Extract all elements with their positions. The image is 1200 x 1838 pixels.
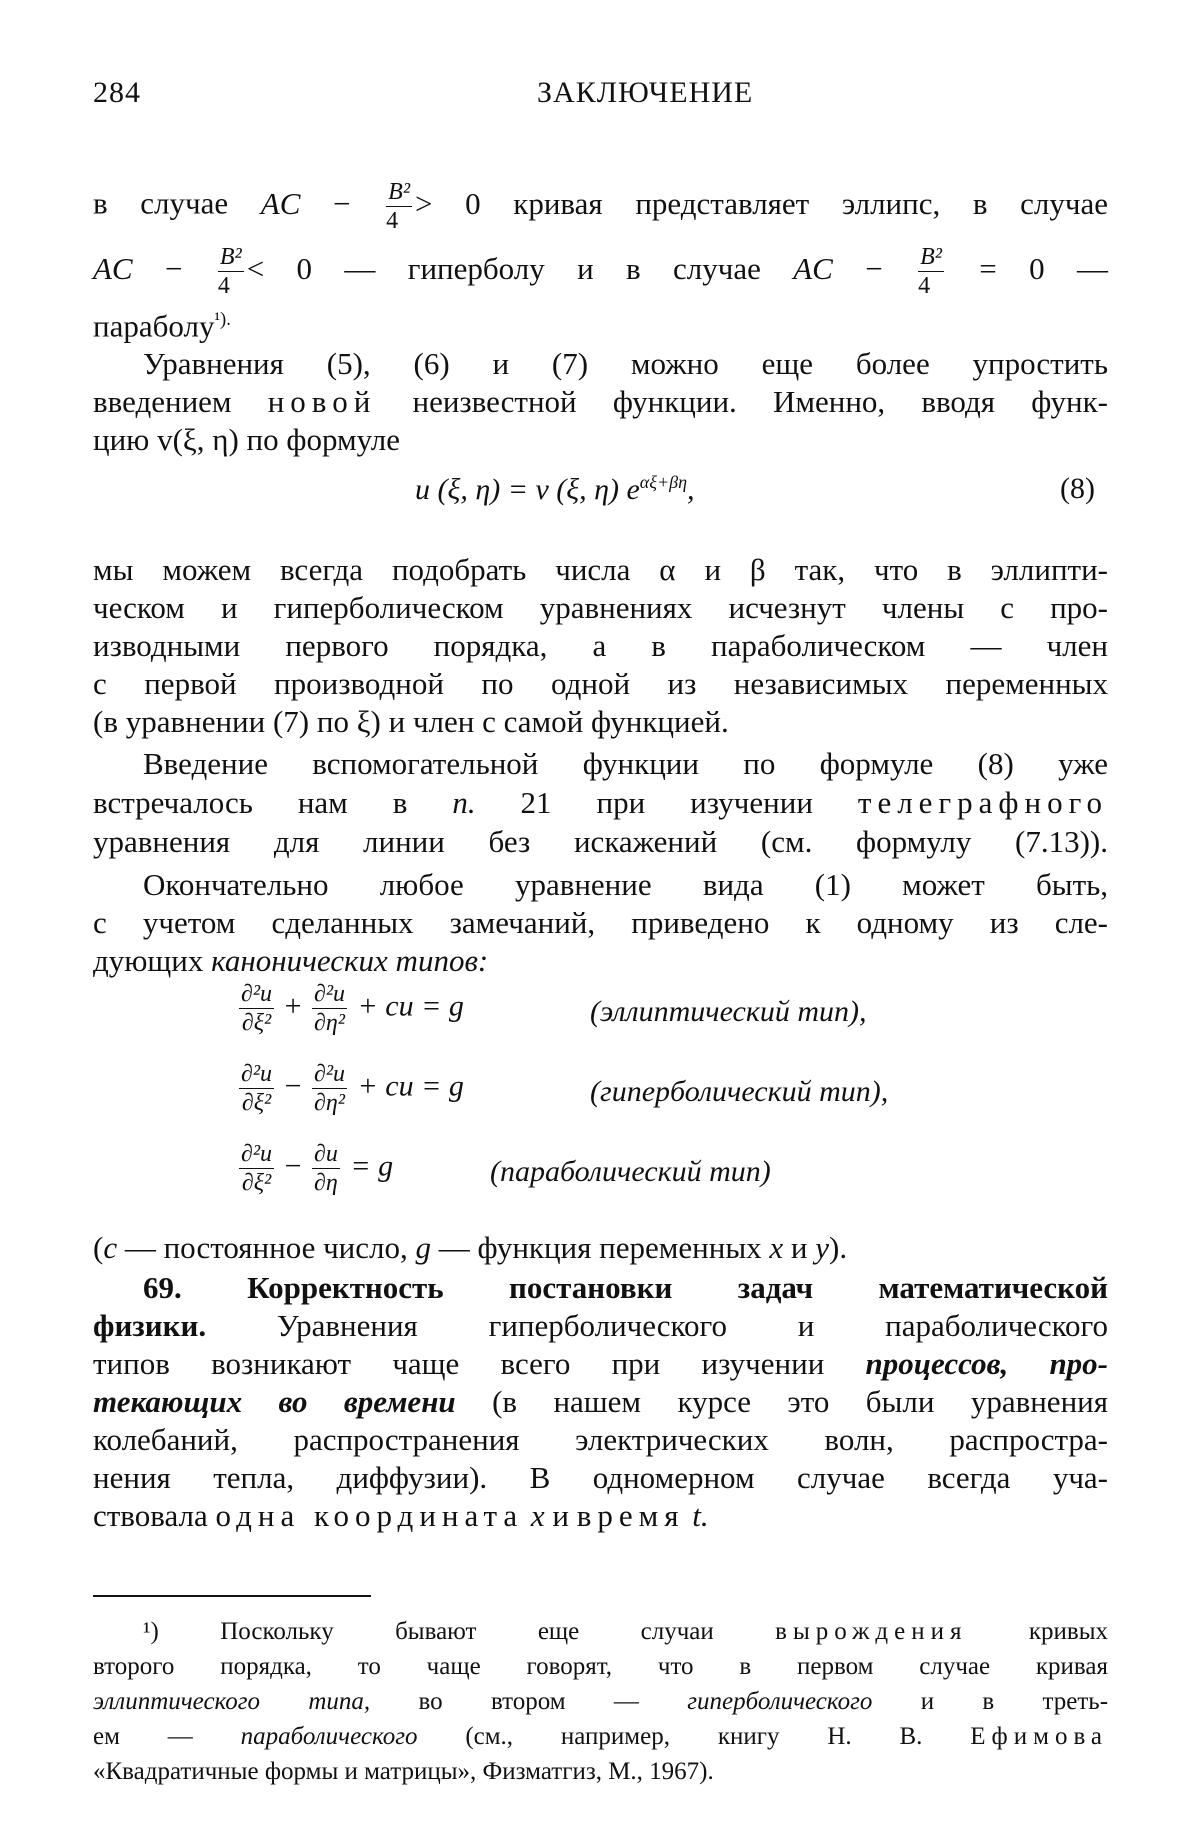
para6-line1: (c — постоянное число, g — функция переменных x и y). [93, 1230, 848, 1265]
para5-line3: дующих канонических типов: [93, 943, 489, 978]
fraction-b2-over-4: $\frac{\text{B²}}{4}$ [386, 179, 411, 234]
para4-line3: уравнения для линии без искажений (см. формулу (7.13)). [93, 824, 1108, 859]
sec69-line4: текающих во времени (в нашем курсе это были уравнения [93, 1384, 1109, 1419]
para5-line2: с учетом сделанных замечаний, приведено к одному из сле- [93, 905, 1108, 940]
footnote-line4: ем — параболического (см., например, книгу Н. В. Ефимова [93, 1723, 1109, 1750]
para4-line1: Введение вспомогательной функции по формуле (8) уже [143, 746, 1108, 781]
equation-number-8: (8) [1060, 472, 1095, 505]
para3-line2: ческом и гиперболическом уравнениях исчезнут члены с про- [93, 590, 1108, 625]
equation-8: u (ξ, η) = v (ξ, η) $e^{\alpha\xi+\beta\eta}$, [415, 472, 695, 506]
para2-line1: Уравнения (5), (6) и (7) можно еще более упростить [143, 346, 1108, 381]
canonical-eq-hyperbolic: $\frac{\text{∂²u}}{\text{∂ξ²}}$ − $\frac{\text{∂²u}}{\text{∂η²}}$ + cu = g [241, 1061, 464, 1116]
sec69-line2: физики. Уравнения гиперболического и параболического [93, 1308, 1109, 1343]
math-ac: AC [260, 185, 301, 221]
sec69-line7: ствовала одна координата x и время t. [93, 1498, 709, 1533]
sec69-line6: нения тепла, диффузии). В одномерном случае всегда уча- [93, 1460, 1108, 1495]
label-hyperbolic: (гиперболический тип), [590, 1075, 889, 1108]
text: > 0 кривая представляет эллипс, в случае [415, 185, 1109, 221]
para5-line1: Окончательно любое уравнение вида (1) может быть, [143, 867, 1108, 902]
para1-line1: в случае AC − $\frac{\text{B²}}{4}$ > 0 кривая представляет эллипс, в случае [93, 179, 1109, 234]
text: = 0 — [979, 250, 1108, 286]
canonical-eq-parabolic: $\frac{\text{∂²u}}{\text{∂ξ²}}$ − $\frac{\partial u}{\partial\eta}$ = g [241, 1141, 394, 1196]
para2-line3: цию v(ξ, η) по формуле [93, 422, 400, 457]
footnote-line3: эллиптического типа, во втором — гиперболического и в треть- [93, 1688, 1109, 1715]
text: в случае [93, 185, 229, 221]
para1-line2: AC − $\frac{\text{B²}}{4}$ < 0 — гиперболу и в случае AC − $\frac{\text{B²}}{4}$ = 0 — [93, 244, 1108, 299]
para4-line2: встречалось нам в п. 21 при изучении телеграфного [93, 785, 1109, 820]
sec69-line5: колебаний, распространения электрических волн, распростра- [93, 1422, 1108, 1457]
para1-line3: параболу$^{^1).}$ [93, 308, 231, 344]
emphasis-spaced: новой [267, 384, 377, 419]
emphasis-spaced: телеграфного [857, 785, 1109, 820]
para3-line1: мы можем всегда подобрать числа α и β так, что в эллипти- [93, 552, 1108, 587]
sec69-line3: типов возникают чаще всего при изучении процессов, про- [93, 1346, 1109, 1381]
footnote-line5: «Квадратичные формы и матрицы», Физматгиз, М., 1967). [93, 1758, 714, 1785]
para3-line4: с первой производной по одной из независимых переменных [93, 666, 1108, 701]
para2-line2: введением новой неизвестной функции. Именно, вводя функ- [93, 384, 1108, 419]
footnote-separator [93, 1595, 371, 1597]
label-elliptic: (эллиптический тип), [590, 995, 867, 1028]
footnote-line2: второго порядка, то чаще говорят, что в первом случае кривая [93, 1653, 1108, 1680]
page-number: 284 [93, 76, 141, 109]
para3-line3: изводными первого порядка, а в параболическом — член [93, 628, 1108, 663]
section-69-title: 69. Корректность постановки задач математической [143, 1270, 1108, 1305]
text: < 0 — гиперболу и в случае [246, 250, 761, 286]
footnote-ref: ¹). [214, 309, 231, 330]
label-parabolic: (параболический тип) [490, 1155, 771, 1188]
para3-line5: (в уравнении (7) по ξ) и член с самой функцией. [93, 704, 729, 739]
running-head: ЗАКЛЮЧЕНИЕ [537, 76, 754, 109]
footnote-line1: ¹) Поскольку бывают еще случаи вырождения кривых [143, 1618, 1109, 1645]
canonical-eq-elliptic: $\frac{\text{∂²u}}{\text{∂ξ²}}$ + $\frac{\text{∂²u}}{\text{∂η²}}$ + cu = g [241, 981, 464, 1036]
